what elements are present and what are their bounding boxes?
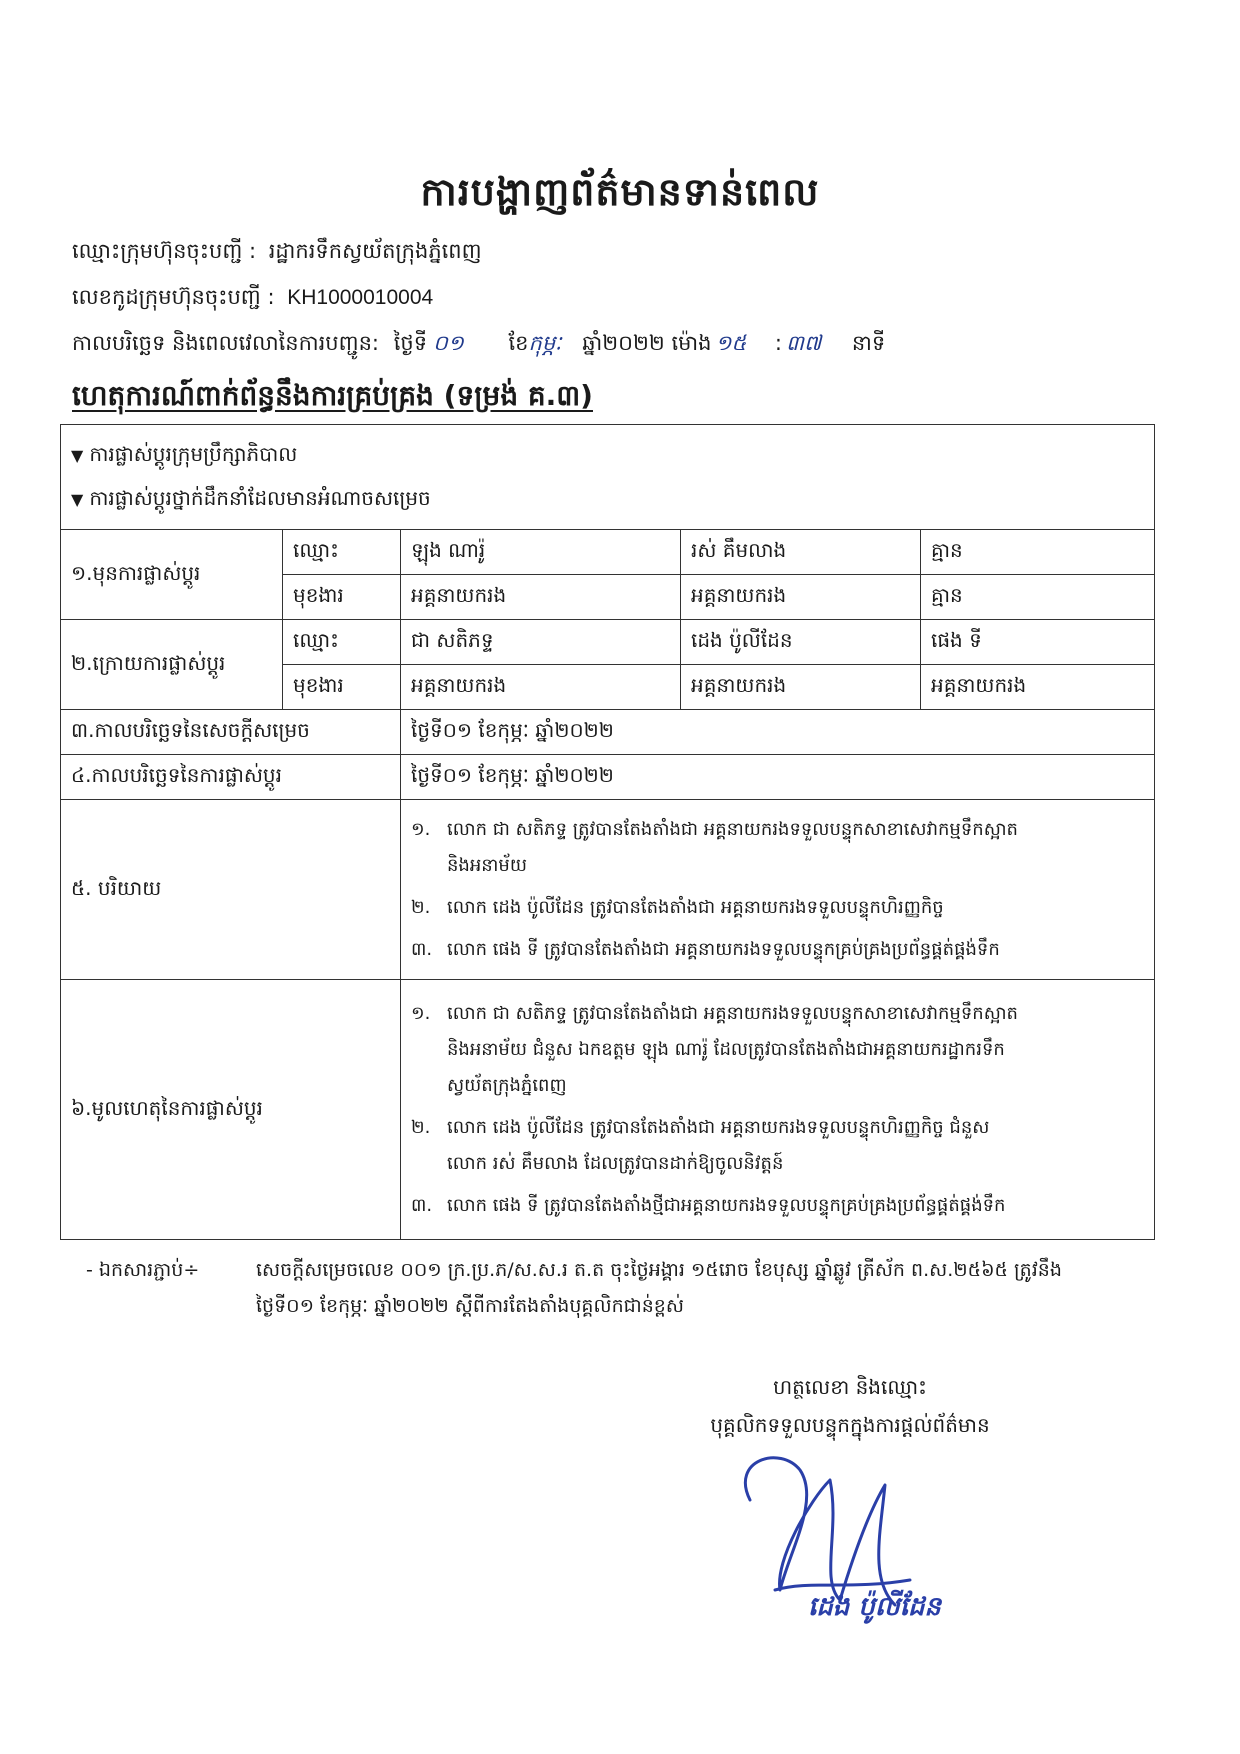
attachment-line-2: ថ្ងៃទី០១ ខែកុម្ភៈ ឆ្នាំ២០២២ ស្ដីពីការតែងតាំងបុគ្គលិកជាន់ខ្ពស់: [256, 1295, 684, 1317]
change-date-label: ៤.កាលបរិច្ឆេទនៃការផ្លាស់ប្ដូរ: [61, 755, 401, 800]
decision-date-row: [61, 710, 1155, 755]
reason-item-1: [411, 996, 1144, 1104]
month-value: កុម្ភៈ: [528, 331, 562, 355]
change-type-row: [61, 425, 1155, 530]
minute-label: នាទី: [851, 331, 886, 355]
reason-item-2-line-1: លោក ដេង ប៉ូលីដែន ត្រូវបានតែងតាំងជា អគ្គនាយករងទទួលបន្ទុកហិរញ្ញកិច្ច ជំនួស: [447, 1116, 990, 1138]
signatory-name: ដេង ប៉ូលីដែន: [808, 1592, 941, 1622]
before-name-label: ឈ្មោះ: [283, 530, 401, 575]
after-change-label: ២.ក្រោយការផ្លាស់ប្ដូរ: [61, 620, 283, 710]
explanation-item-2: [411, 890, 1144, 926]
after-position-3: អគ្គនាយករង: [921, 665, 1155, 710]
before-name-1: ឡុង ណារ៉ូ: [401, 530, 681, 575]
year-text: ឆ្នាំ២០២២ ម៉ោង: [582, 331, 712, 355]
reason-item-1-line-3: ស្វយ័តក្រុងភ្នំពេញ: [447, 1074, 567, 1096]
triangle-marker-icon: ▼: [71, 490, 84, 509]
after-name-label: ឈ្មោះ: [283, 620, 401, 665]
before-position-3: គ្មាន: [921, 575, 1155, 620]
decision-date-value: ថ្ងៃទី០១ ខែកុម្ភៈ ឆ្នាំ២០២២: [401, 710, 1155, 755]
after-name-1: ជា សតិភទ្ទ: [401, 620, 681, 665]
before-position-2: អគ្គនាយករង: [681, 575, 921, 620]
attachment-note: [86, 1252, 1166, 1324]
datetime-label: កាលបរិច្ឆេទ និងពេលវេលានៃការបញ្ជូន:: [72, 331, 380, 355]
change-option-board: [71, 433, 1144, 477]
signature-caption: [640, 1368, 1060, 1444]
hour-value: ១៥: [715, 331, 747, 355]
change-type-cell: [61, 425, 1155, 530]
item-number: ៣.: [411, 938, 433, 960]
before-change-label: ១.មុនការផ្លាស់ប្ដូរ: [61, 530, 283, 620]
decision-date-label: ៣.កាលបរិច្ឆេទនៃសេចក្ដីសម្រេច: [61, 710, 401, 755]
attachment-label: - ឯកសារភ្ជាប់÷: [86, 1259, 200, 1281]
section-title: ហេតុការណ៍ពាក់ព័ន្ធនឹងការគ្រប់គ្រង (ទម្រង់ គ.៣): [72, 379, 593, 412]
reason-row: [61, 980, 1155, 1240]
explanation-item-1: [411, 812, 1144, 884]
after-name-3: ផេង ទី: [921, 620, 1155, 665]
before-name-2: រស់ គឹមលាង: [681, 530, 921, 575]
reason-item-2: [411, 1110, 1144, 1182]
item-number: ២.: [411, 1116, 431, 1138]
item-number: ៣.: [411, 1194, 433, 1216]
company-name-line: [72, 238, 482, 269]
attachment-line-1: សេចក្ដីសម្រេចលេខ ០០១ ក្រ.ប្រ.ភ/ស.ស.រ ត.ត ចុះថ្ងៃអង្គារ ១៥រោច ខែបុស្ស ឆ្នាំឆ្លូវ ត្រីស័ក ព.ស.២៥៦៥ ត្រូវនឹង: [256, 1259, 1062, 1281]
reason-item-2-line-2: លោក រស់ គឹមលាង ដែលត្រូវបានដាក់ឱ្យចូលនិវត្តន៍: [447, 1152, 784, 1174]
company-name-label: ឈ្មោះក្រុមហ៊ុនចុះបញ្ជី :: [72, 239, 257, 263]
reason-item-3-line-1: លោក ផេង ទី ត្រូវបានតែងតាំងថ្មីជាអគ្គនាយករងទទួលបន្ទុកគ្រប់គ្រងប្រព័ន្ធផ្គត់ផ្គង់ទឹក: [447, 1194, 1006, 1216]
item-number: ១.: [411, 818, 431, 840]
reason-label: ៦.មូលហេតុនៃការផ្លាស់ប្ដូរ: [61, 980, 401, 1240]
signature-caption-line-2: បុគ្គលិកទទួលបន្ទុកក្នុងការផ្ដល់ព័ត៌មាន: [710, 1413, 990, 1437]
reason-content: [401, 980, 1155, 1240]
company-code-line: [72, 284, 433, 315]
document-title: ការបង្ហាញព័ត៌មានទាន់ពេល: [420, 170, 820, 214]
triangle-marker-icon: ▼: [71, 446, 84, 465]
after-position-1: អគ្គនាយករង: [401, 665, 681, 710]
explanation-content: [401, 800, 1155, 980]
reason-item-1-line-2: និងអនាម័យ ជំនួស ឯកឧត្ដម ឡុង ណារ៉ូ ដែលត្រូវបានតែងតាំងជាអគ្គនាយករដ្ឋាករទឹក: [447, 1038, 1005, 1060]
time-colon: :: [774, 331, 782, 355]
explanation-item-1-line-1: លោក ជា សតិភទ្ទ ត្រូវបានតែងតាំងជា អគ្គនាយករងទទួលបន្ទុកសាខាសេវាកម្មទឹកស្អាត: [447, 818, 1018, 840]
before-position-1: អគ្គនាយករង: [401, 575, 681, 620]
change-option-management: [71, 477, 1144, 521]
day-value: ០១: [433, 331, 464, 355]
month-prefix: ខែ: [508, 331, 529, 355]
company-code-value: KH1000010004: [287, 286, 434, 309]
reason-item-1-line-1: លោក ជា សតិភទ្ទ ត្រូវបានតែងតាំងជា អគ្គនាយករងទទួលបន្ទុកសាខាសេវាកម្មទឹកស្អាត: [447, 1002, 1018, 1024]
explanation-label: ៥. បរិយាយ: [61, 800, 401, 980]
after-position-2: អគ្គនាយករង: [681, 665, 921, 710]
day-prefix: ថ្ងៃទី: [393, 331, 428, 355]
company-code-label: លេខកូដក្រុមហ៊ុនចុះបញ្ជី :: [72, 285, 275, 309]
after-position-label: មុខងារ: [283, 665, 401, 710]
item-number: ២.: [411, 896, 431, 918]
disclosure-table: [60, 424, 1155, 1240]
signature-caption-line-1: ហត្ថលេខា និងឈ្មោះ: [773, 1375, 927, 1399]
explanation-item-1-line-2: និងអនាម័យ: [447, 854, 527, 876]
explanation-item-2-line-1: លោក ដេង ប៉ូលីដែន ត្រូវបានតែងតាំងជា អគ្គនាយករងទទួលបន្ទុកហិរញ្ញកិច្ច: [447, 896, 944, 918]
change-option-management-text: ការផ្លាស់ប្ដូរថ្នាក់ដឹកនាំដែលមានអំណាចសម្រេច: [89, 486, 431, 510]
minute-value: ៣៧: [786, 331, 822, 355]
change-date-row: [61, 755, 1155, 800]
explanation-row: [61, 800, 1155, 980]
after-name-2: ដេង ប៉ូលីដែន: [681, 620, 921, 665]
submission-datetime-line: [72, 330, 885, 361]
attachment-text: [256, 1252, 1151, 1324]
before-name-3: គ្មាន: [921, 530, 1155, 575]
before-names-row: [61, 530, 1155, 575]
explanation-item-3: [411, 932, 1144, 968]
reason-item-3: [411, 1188, 1144, 1224]
change-date-value: ថ្ងៃទី០១ ខែកុម្ភៈ ឆ្នាំ២០២២: [401, 755, 1155, 800]
item-number: ១.: [411, 1002, 431, 1024]
explanation-item-3-line-1: លោក ផេង ទី ត្រូវបានតែងតាំងជា អគ្គនាយករងទទួលបន្ទុកគ្រប់គ្រងប្រព័ន្ធផ្គត់ផ្គង់ទឹក: [447, 938, 1000, 960]
after-names-row: [61, 620, 1155, 665]
company-name-value: រដ្ឋាករទឹកស្វយ័តក្រុងភ្នំពេញ: [268, 239, 482, 263]
change-option-board-text: ការផ្លាស់ប្ដូរក្រុមប្រឹក្សាភិបាល: [89, 442, 298, 466]
before-position-label: មុខងារ: [283, 575, 401, 620]
